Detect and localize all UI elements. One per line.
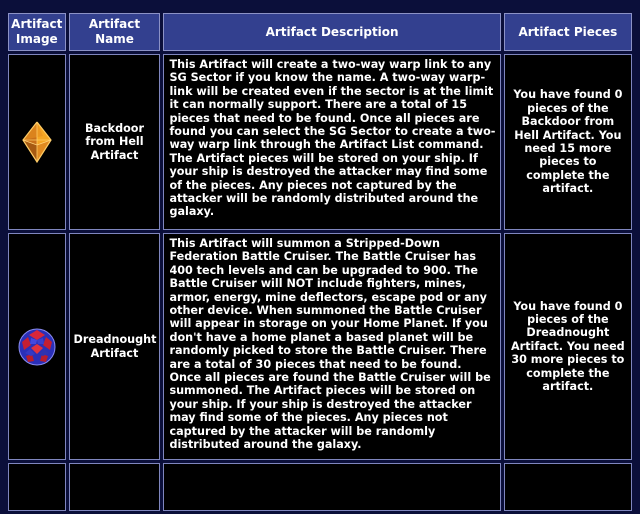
artifact-pieces-status xyxy=(504,463,632,511)
table-row xyxy=(8,233,632,460)
artifact-name: Dreadnought Artifact xyxy=(69,233,161,460)
artifact-pieces-status: You have found 0 pieces of the Dreadnought Artifact. You need 30 more pieces to complete the artifact. xyxy=(504,233,632,460)
artifact-description: This Artifact will summon a Stripped-Down Federation Battle Cruiser. The Battle Cruiser has 400 tech levels and can be upgraded to 900. The Battle Cruiser will NOT include fighters, mines, armor, energy, mine deflectors, escape pod or any other device. When summoned the Battle Cruiser will appear in storage on your Home Planet. If you don't have a home planet a based planet will be randomly picked to store the Battle Cruiser. There are a total of 30 pieces that need to be found. Once all pieces are found the Battle Cruiser will be summoned. The Artifact pieces will be stored on your ship. If your ship is destroyed the attacker may find some of the pieces. Any pieces not captured by the attacker will be randomly distributed around the galaxy. xyxy=(163,233,500,460)
blue-red-polyhedron-icon xyxy=(16,326,58,368)
artifact-pieces-status: You have found 0 pieces of the Backdoor from Hell Artifact. You need 15 more pieces to complete the artifact. xyxy=(504,54,632,230)
artifact-image-cell xyxy=(8,54,66,230)
table-row xyxy=(8,54,632,230)
header-artifact-name: Artifact Name xyxy=(69,13,161,51)
header-row xyxy=(8,13,632,51)
header-artifact-image: Artifact Image xyxy=(8,13,66,51)
table-row xyxy=(8,463,632,511)
header-artifact-pieces: Artifact Pieces xyxy=(504,13,632,51)
artifact-image-cell xyxy=(8,463,66,511)
artifact-image-cell xyxy=(8,233,66,460)
artifact-name: Backdoor from Hell Artifact xyxy=(69,54,161,230)
artifact-description xyxy=(163,463,500,511)
orange-octahedron-icon xyxy=(17,120,57,164)
artifact-table xyxy=(5,10,635,514)
header-artifact-description: Artifact Description xyxy=(163,13,500,51)
artifact-description: This Artifact will create a two-way warp link to any SG Sector if you know the name. A two-way warp-link will be created even if the sector is at the limit it can normally support. There are a total of 15 pieces that need to be found. Once all pieces are found you can select the SG Sector to create a two-way warp link through the Artifact List command. The Artifact pieces will be stored on your ship. If your ship is destroyed the attacker may find some of the pieces. Any pieces not captured by the attacker will be randomly distributed around the galaxy. xyxy=(163,54,500,230)
artifact-name xyxy=(69,463,161,511)
